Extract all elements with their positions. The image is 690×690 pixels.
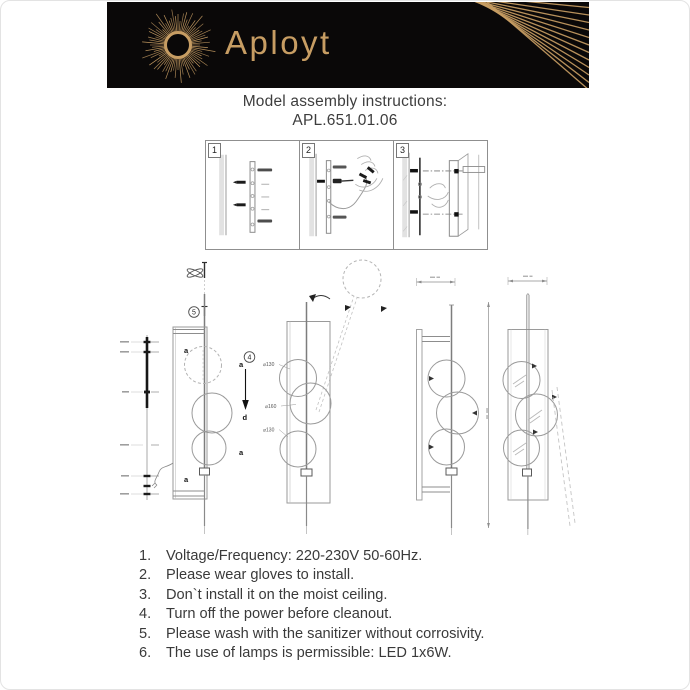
step-number-badge: 2 <box>302 143 315 158</box>
instruction-number: 4. <box>139 606 152 623</box>
assembly-step-3 <box>394 141 487 249</box>
assembly-steps-strip <box>205 140 488 250</box>
drawing-exploded-view <box>152 262 255 534</box>
assembly-step-1 <box>206 141 300 249</box>
instruction-item <box>139 625 485 644</box>
drawing-side-dimension-view <box>417 277 490 535</box>
drawing-bracket-profile <box>120 335 159 500</box>
instruction-number: 5. <box>139 625 152 642</box>
instruction-text: Please wear gloves to install. <box>166 567 355 584</box>
label-part-a-upper: a <box>184 346 189 355</box>
instruction-text: Voltage/Frequency: 220-230V 50-60Hz. <box>166 548 423 564</box>
instruction-text: Don`t install it on the moist ceiling. <box>166 586 388 603</box>
instruction-item <box>139 566 485 585</box>
brand-wordmark: Aployt <box>225 24 332 61</box>
dimension-sphere-bottom: ⌀130 <box>263 427 275 434</box>
page-heading <box>0 93 690 130</box>
brand-banner <box>107 2 589 88</box>
assembly-step-2 <box>300 141 394 249</box>
label-part-d: d <box>242 413 248 422</box>
gold-rays-decoration <box>425 2 589 88</box>
model-number: APL.651.01.06 <box>292 111 398 129</box>
label-step-5: 5 <box>192 309 196 317</box>
dimension-sphere-mid: ⌀160 <box>265 404 277 410</box>
instruction-item <box>139 586 485 605</box>
drawings-canvas <box>100 258 600 545</box>
banner-art <box>107 2 589 88</box>
technical-drawings <box>100 258 600 545</box>
dimension-sphere-top: ⌀130 <box>263 362 275 368</box>
instruction-item <box>139 605 485 624</box>
label-part-a-lower: a <box>239 448 244 457</box>
instruction-text: The use of lamps is permissible: LED 1x6W. <box>166 645 452 662</box>
starburst-logo-icon <box>142 10 215 83</box>
instruction-list <box>139 547 485 663</box>
instruction-text: Please wash with the sanitizer without corrosivity. <box>166 625 485 642</box>
instruction-item <box>139 644 485 663</box>
step-number-badge: 3 <box>396 143 409 158</box>
instruction-text: Turn off the power before cleanout. <box>166 606 393 623</box>
label-step-4: 4 <box>247 354 252 362</box>
step-number-badge: 1 <box>208 143 221 158</box>
label-part-a-arrow: a <box>239 360 244 369</box>
drawing-assembled-view <box>263 260 387 534</box>
drawing-front-dimension-view <box>503 276 575 535</box>
heading-title: Model assembly instructions: <box>242 93 448 110</box>
instruction-number: 1. <box>139 548 152 564</box>
instruction-number: 3. <box>139 586 152 603</box>
label-part-a-bottom: a <box>184 475 189 484</box>
instruction-number: 6. <box>139 645 152 662</box>
instruction-number: 2. <box>139 567 152 584</box>
instruction-item <box>139 547 485 566</box>
